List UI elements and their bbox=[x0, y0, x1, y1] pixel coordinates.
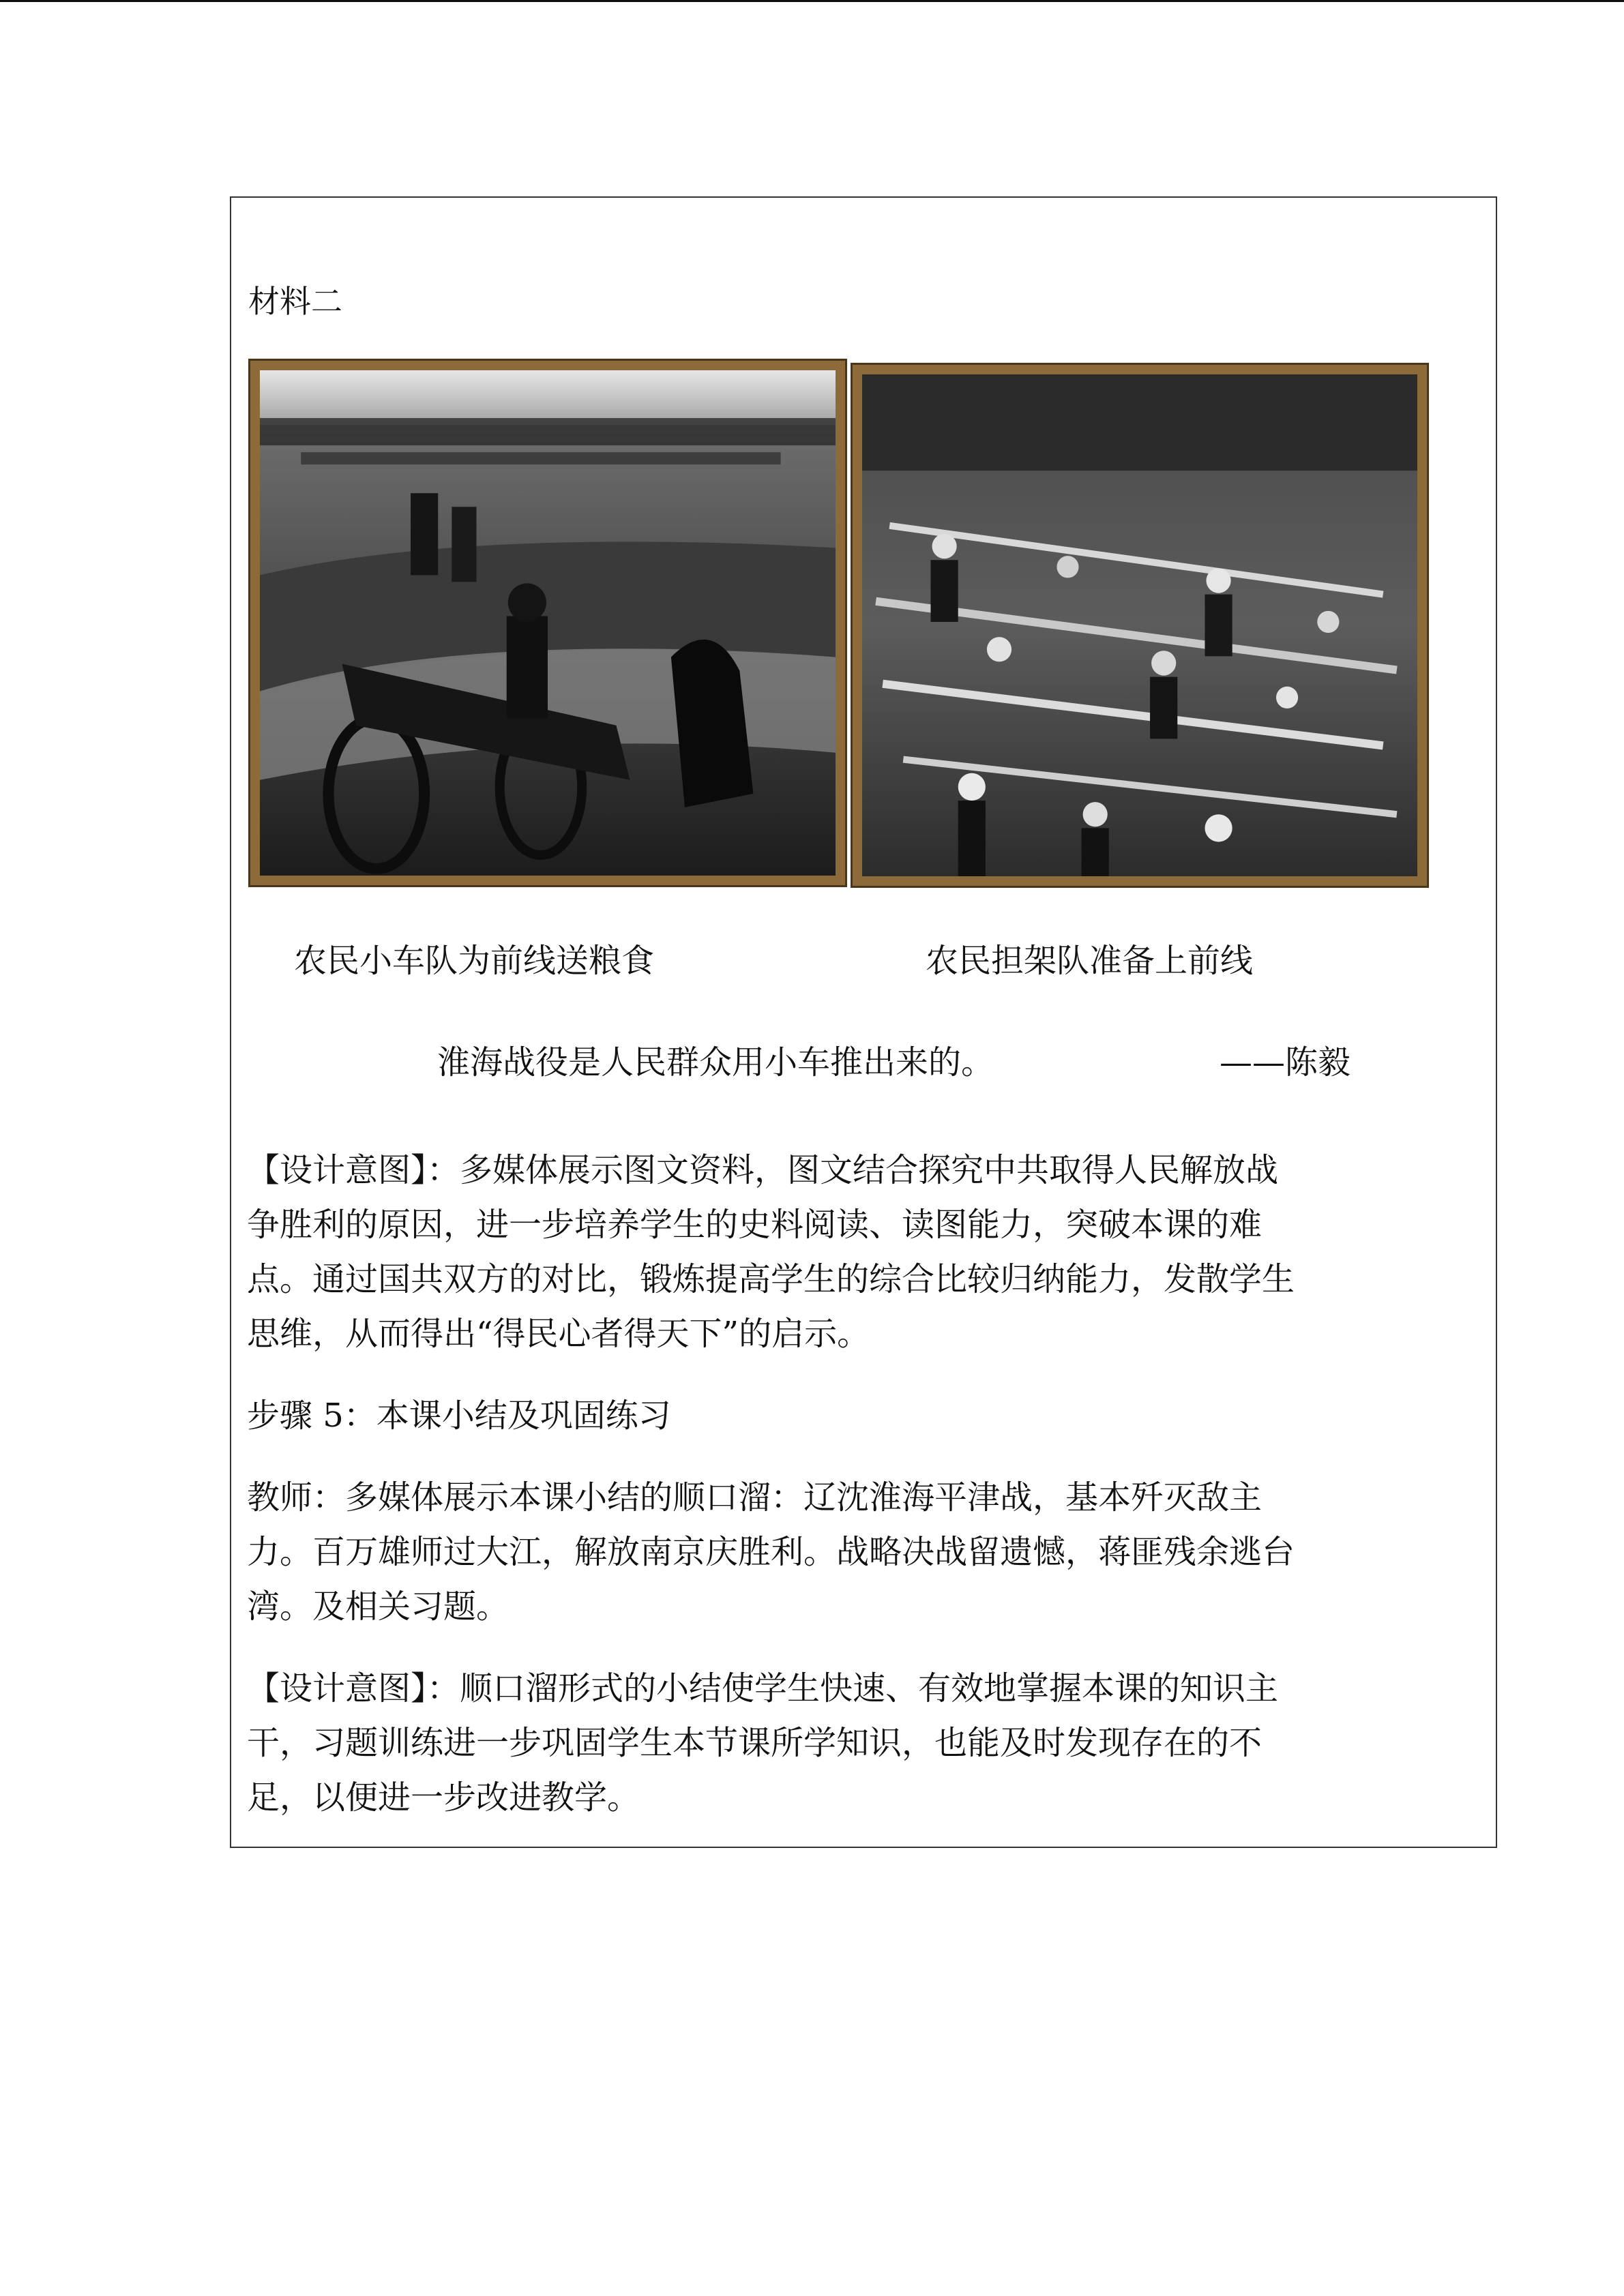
photo-stretcher-team bbox=[853, 365, 1427, 886]
quote-text: 淮海战役是人民群众用小车推出来的。 bbox=[437, 1043, 994, 1082]
quote-author: ——陈毅 bbox=[1220, 1043, 1351, 1082]
photo-1-caption: 农民小车队为前线送粮食 bbox=[294, 942, 655, 980]
text-line: 力。百万雄师过大江，解放南京庆胜利。战略决战留遗憾，蒋匪残余逃台 bbox=[247, 1533, 1295, 1571]
page-top-rule bbox=[0, 0, 1624, 2]
text-line: 【设计意图】：顺口溜形式的小结使学生快速、有效地掌握本课的知识主 bbox=[247, 1669, 1279, 1708]
text-line: 湾。及相关习题。 bbox=[247, 1587, 510, 1626]
design-intent-paragraph-1 bbox=[247, 1143, 1475, 1361]
photo-2-caption: 农民担架队准备上前线 bbox=[926, 942, 1254, 980]
text-line: 点。通过国共双方的对比，锻炼提高学生的综合比较归纳能力，发散学生 bbox=[247, 1260, 1295, 1298]
text-line: 教师：多媒体展示本课小结的顺口溜：辽沈淮海平津战，基本歼灭敌主 bbox=[247, 1478, 1263, 1517]
step-5-heading bbox=[247, 1388, 1475, 1443]
text-line: 争胜利的原因，进一步培养学生的史料阅读、读图能力，突破本课的难 bbox=[247, 1206, 1263, 1244]
photo-ox-carts-image bbox=[260, 370, 836, 876]
text-line: 干，习题训练进一步巩固学生本节课所学知识，也能及时发现存在的不 bbox=[247, 1724, 1263, 1762]
photo-stretcher-team-image bbox=[862, 374, 1417, 876]
text-line: 足，以便进一步改进教学。 bbox=[247, 1778, 640, 1817]
material-label: 材料二 bbox=[248, 283, 342, 320]
text-line: 步骤 5：本课小结及巩固练习 bbox=[247, 1397, 671, 1435]
text-line: 思维，从而得出“得民心者得天下”的启示。 bbox=[247, 1315, 870, 1353]
text-line: 【设计意图】：多媒体展示图文资料，图文结合探究中共取得人民解放战 bbox=[247, 1151, 1279, 1189]
photo-ox-carts-convoy bbox=[250, 361, 845, 885]
teacher-paragraph bbox=[247, 1470, 1475, 1634]
design-intent-paragraph-2 bbox=[247, 1661, 1475, 1825]
